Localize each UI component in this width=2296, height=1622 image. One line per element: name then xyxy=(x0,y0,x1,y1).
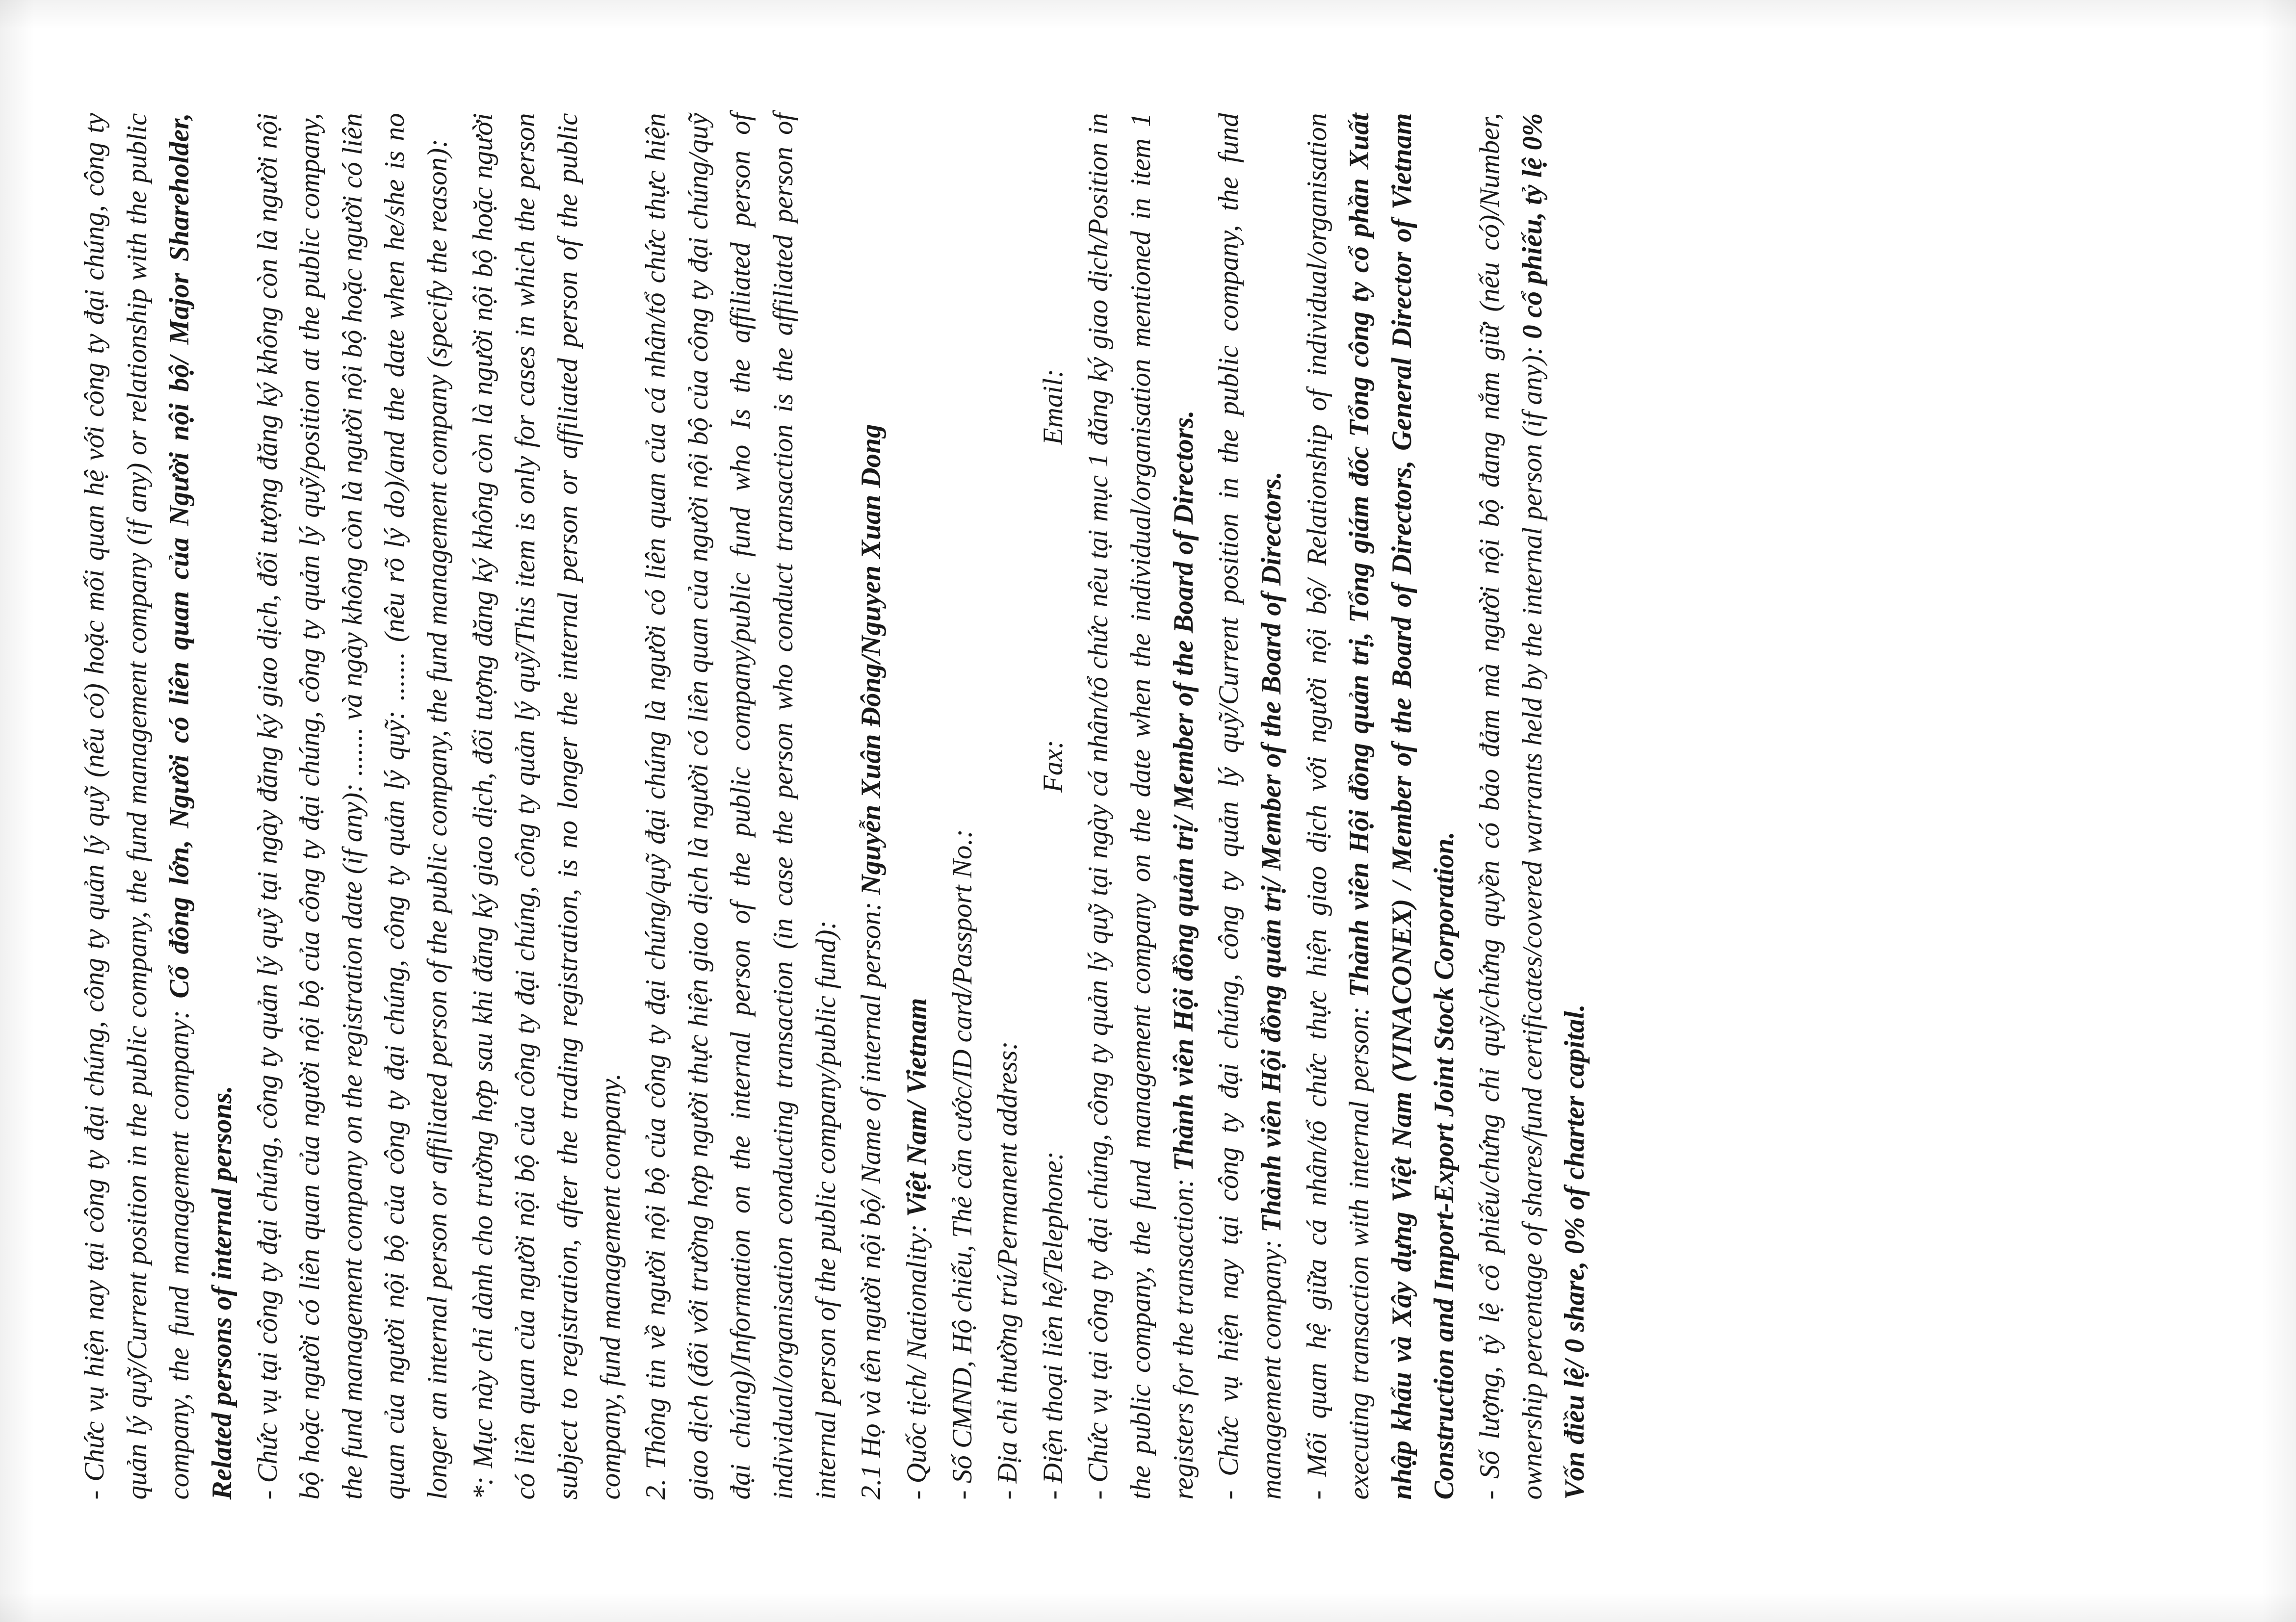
paragraph-telephone xyxy=(1032,113,1075,1499)
document-body xyxy=(74,113,1596,1499)
paragraph-permanent-address xyxy=(987,113,1029,1499)
text-en-current-position-2: Current position in the public company, the fund management company: xyxy=(1213,113,1287,1499)
text-en-item-2-1: Name of internal person: xyxy=(856,894,887,1184)
text-vi-item-2: 2. Thông tin về người nội bộ của công ty đại chúng/quỹ đại chúng là người có liên quan của cá nhân/tổ chức thực hiện giao dịch (đối với trường hợp người thực hiện giao dịch là người có liên quan của người nội bộ của công ty đại chúng/quỹ đại chúng)/ xyxy=(640,113,757,1499)
paragraph-item-2-1 xyxy=(850,113,893,1499)
text-vi-id-number: - Số CMND, Hộ chiếu, Thẻ căn cước/ xyxy=(946,1079,978,1499)
text-en-id-number: ID card/Passport No.: xyxy=(946,828,978,1079)
text-en-telephone: Telephone: xyxy=(1037,1151,1069,1274)
value-relationship: Thành viên Hội đồng quản trị, Tổng giám đốc Tổng công ty cổ phần Xuất nhập khẩu và Xây dựng Việt Nam (VINACONEX) / Member of the Board of Directors, General Director of Vietnam Construction and Import-Export Joint Stock Corporation. xyxy=(1344,113,1460,1499)
text-en-nationality: Nationality: xyxy=(901,1216,932,1359)
value-nationality: Việt Nam/ Vietnam xyxy=(901,998,932,1217)
value-position-on-date: Thành viên Hội đồng quản trị/ Member of the Board of Directors. xyxy=(1168,410,1199,1171)
text-vi-holdings: - Số lượng, tỷ lệ cổ phiếu/chứng chỉ quỹ/chứng quyền có bảo đảm mà người nội bộ đang nắm giữ (nếu có)/ xyxy=(1474,206,1505,1499)
paragraph-id-number xyxy=(941,113,984,1499)
label-email: Email: xyxy=(1037,368,1069,445)
text-vi-telephone: - Điện thoại liên hệ/ xyxy=(1037,1274,1069,1499)
text-vi-position-current: - Chức vụ hiện nay tại công ty đại chúng, công ty quản lý quỹ (nếu có) hoặc mối quan hệ với công ty đại chúng, công ty quản lý quỹ/ xyxy=(79,113,153,1499)
text-vi-asterisk-note: *: Mục này chỉ dành cho trường hợp sau khi đăng ký giao dịch, đối tượng đăng ký không còn là người nội bộ hoặc người có liên quan của người nội bộ của công ty đại chúng, công ty quản lý quỹ/ xyxy=(467,113,541,1499)
value-major-shareholder: Cổ đông lớn, Người có liên quan của Người nội bộ/ Major Shareholder, Related persons of internal persons. xyxy=(164,113,237,1499)
label-fax: Fax: xyxy=(1037,739,1069,793)
telephone-blank xyxy=(1038,793,1069,1151)
text-en-position-current: Current position in the public company, the fund management company (if any) or relationship with the public company, the fund management company: xyxy=(121,113,195,1499)
text-vi-relationship: - Mối quan hệ giữa cá nhân/tổ chức thực hiện giao dịch với người nội bộ/ xyxy=(1301,565,1332,1499)
text-en-holdings: Number, ownership percentage of shares/fund certificates/covered warrants held by the internal person (if any): xyxy=(1474,113,1548,1499)
text-vi-position-registration: - Chức vụ tại công ty đại chúng, công ty quản lý quỹ tại ngày đăng ký giao dịch, đối tượng đăng ký không còn là người nội bộ hoặc người có liên quan của người nội bộ của công ty đại chúng, công ty quản lý quỹ/ xyxy=(252,113,326,1499)
text-vi-current-position-2: - Chức vụ hiện nay tại công ty đại chúng, công ty quản lý quỹ/ xyxy=(1213,704,1245,1499)
paragraph-nationality xyxy=(896,113,939,1499)
paragraph-holdings xyxy=(1469,113,1596,1499)
value-holdings: 0 cổ phiếu, tỷ lệ 0% Vốn điều lệ/ 0 share, 0% of charter capital. xyxy=(1516,112,1591,1499)
paragraph-position-on-registration-date xyxy=(1077,113,1205,1499)
value-current-position-2: Thành viên Hội đồng quản trị/ Member of the Board of Directors. xyxy=(1255,471,1287,1233)
text-vi-position-on-date: - Chức vụ tại công ty đại chúng, công ty quản lý quỹ tại ngày cá nhân/tổ chức nêu tại mục 1 đăng ký giao dịch/ xyxy=(1083,235,1114,1499)
text-en-position-on-date: Position in the public company, the fund management company on the date when the individual/organisation mentioned in item 1 registers for the transaction: xyxy=(1083,113,1199,1499)
text-vi-nationality: - Quốc tịch/ xyxy=(901,1359,932,1499)
paragraph-item-2 xyxy=(635,113,847,1499)
paragraph-position-registration-date xyxy=(247,113,459,1499)
text-en-asterisk-note: This item is only for cases in which the person subject to registration, after the trading registration, is no longer the internal person or affiliated person of the public company, fund management company. xyxy=(510,113,626,1499)
paragraph-position-current xyxy=(74,113,244,1499)
value-internal-person-name: Nguyễn Xuân Đông/Nguyen Xuan Dong xyxy=(856,424,887,895)
fax-blank xyxy=(1038,445,1069,740)
text-en-permanent-address: Permanent address: xyxy=(992,1041,1023,1266)
paragraph-current-position-2 xyxy=(1208,113,1293,1499)
paragraph-asterisk-note xyxy=(462,113,632,1499)
text-en-item-2: Information on the internal person of the public company/public fund who Is the affiliated person of individual/organisation conducting transaction (in case the person who conduct transaction is the affiliated person of internal person of the public company/public fund): xyxy=(725,113,841,1499)
text-en-relationship: Relationship of individual/organisation executing transaction with internal person: xyxy=(1301,113,1375,1499)
text-en-position-registration: position at the public company, the fund management company on the registration date (if any): ....... và ngày không còn là người nội bộ hoặc người có liên quan của người nội bộ của công ty đại chúng, công ty quản lý quỹ: ....... (nêu rõ lý do)/and the date when he/she is no longer an internal person or affiliated person of the public company, the fund management company (specify the reason): xyxy=(294,113,453,1499)
text-vi-item-2-1: 2.1 Họ và tên người nội bộ/ xyxy=(856,1183,887,1499)
text-vi-permanent-address: - Địa chỉ thường trú/ xyxy=(992,1265,1023,1499)
paragraph-relationship xyxy=(1296,113,1466,1499)
